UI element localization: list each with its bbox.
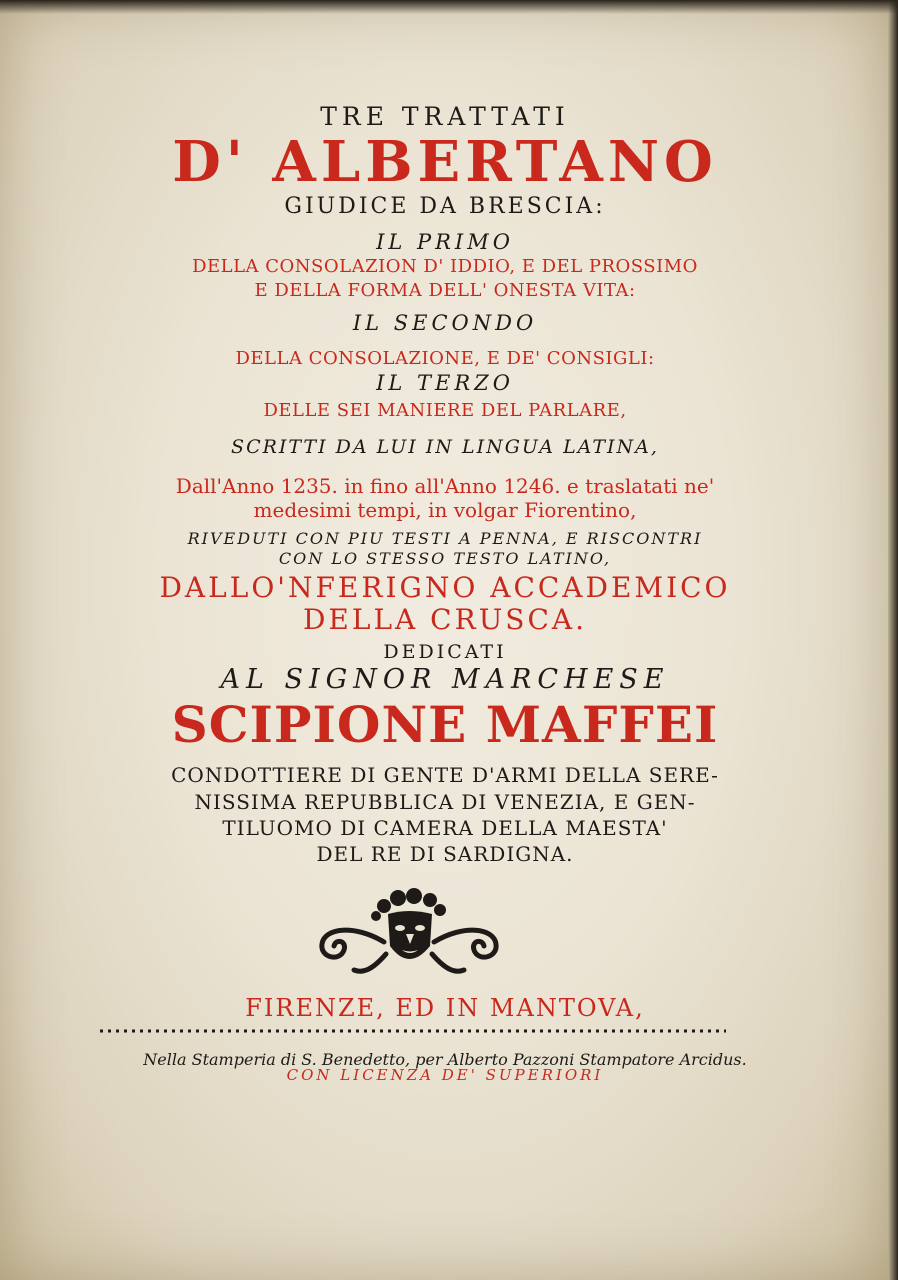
author-title: GIUDICE DA BRESCIA:: [284, 194, 606, 219]
dedicatee-office-line-3: TILUOMO DI CAMERA DELLA MAESTA': [222, 816, 668, 840]
written-in-latin-line: SCRITTI DA LUI IN LINGUA LATINA,: [231, 436, 659, 458]
academic-line-1: DALLO'NFERIGNO ACCADEMICO: [159, 571, 731, 604]
dedicatee-title: AL SIGNOR MARCHESE: [220, 664, 670, 695]
academic-line-2: DELLA CRUSCA.: [302, 603, 588, 636]
second-treatise-title: DELLA CONSOLAZIONE, E DE' CONSIGLI:: [235, 348, 655, 369]
page-edge-shadow: [888, 0, 898, 1280]
title-line-1: TRE TRATTATI: [320, 102, 570, 131]
printer-line: Nella Stamperia di S. Benedetto, per Alberto Pazzoni Stampatore Arcidus.: [143, 1050, 747, 1069]
second-treatise-heading: IL SECONDO: [352, 311, 538, 335]
third-treatise-heading: IL TERZO: [376, 371, 514, 395]
dedicatee-office-line-1: CONDOTTIERE DI GENTE D'ARMI DELLA SERE-: [171, 763, 719, 787]
mask-ornament-icon: [314, 884, 504, 980]
imprint-place: FIRENZE, ED IN MANTOVA,: [245, 994, 645, 1022]
decorative-rule: [100, 1026, 726, 1036]
third-treatise-title: DELLE SEI MANIERE DEL PARLARE,: [263, 400, 627, 421]
first-treatise-title-2: E DELLA FORMA DELL' ONESTA VITA:: [254, 280, 636, 301]
license-line: CON LICENZA DE' SUPERIORI: [286, 1066, 604, 1084]
top-edge-shadow: [0, 0, 898, 14]
date-line-1: Dall'Anno 1235. in fino all'Anno 1246. e traslatati ne': [175, 474, 715, 498]
first-treatise-heading: IL PRIMO: [376, 230, 514, 254]
dedicatee-office-line-2: NISSIMA REPUBBLICA DI VENEZIA, E GEN-: [194, 790, 696, 814]
dedication-heading: DEDICATI: [383, 641, 507, 663]
dedicatee-office-line-4: DEL RE DI SARDIGNA.: [316, 842, 574, 866]
date-line-2: medesimi tempi, in volgar Fiorentino,: [253, 498, 637, 522]
revision-line-1: RIVEDUTI CON PIU TESTI A PENNA, E RISCONTRI: [187, 529, 703, 548]
dedicatee-name: SCIPIONE MAFFEI: [171, 695, 719, 754]
author-name: D' ALBERTANO: [172, 129, 718, 195]
revision-line-2: CON LO STESSO TESTO LATINO,: [278, 549, 612, 568]
first-treatise-title-1: DELLA CONSOLAZION D' IDDIO, E DEL PROSSIMO: [192, 256, 698, 277]
